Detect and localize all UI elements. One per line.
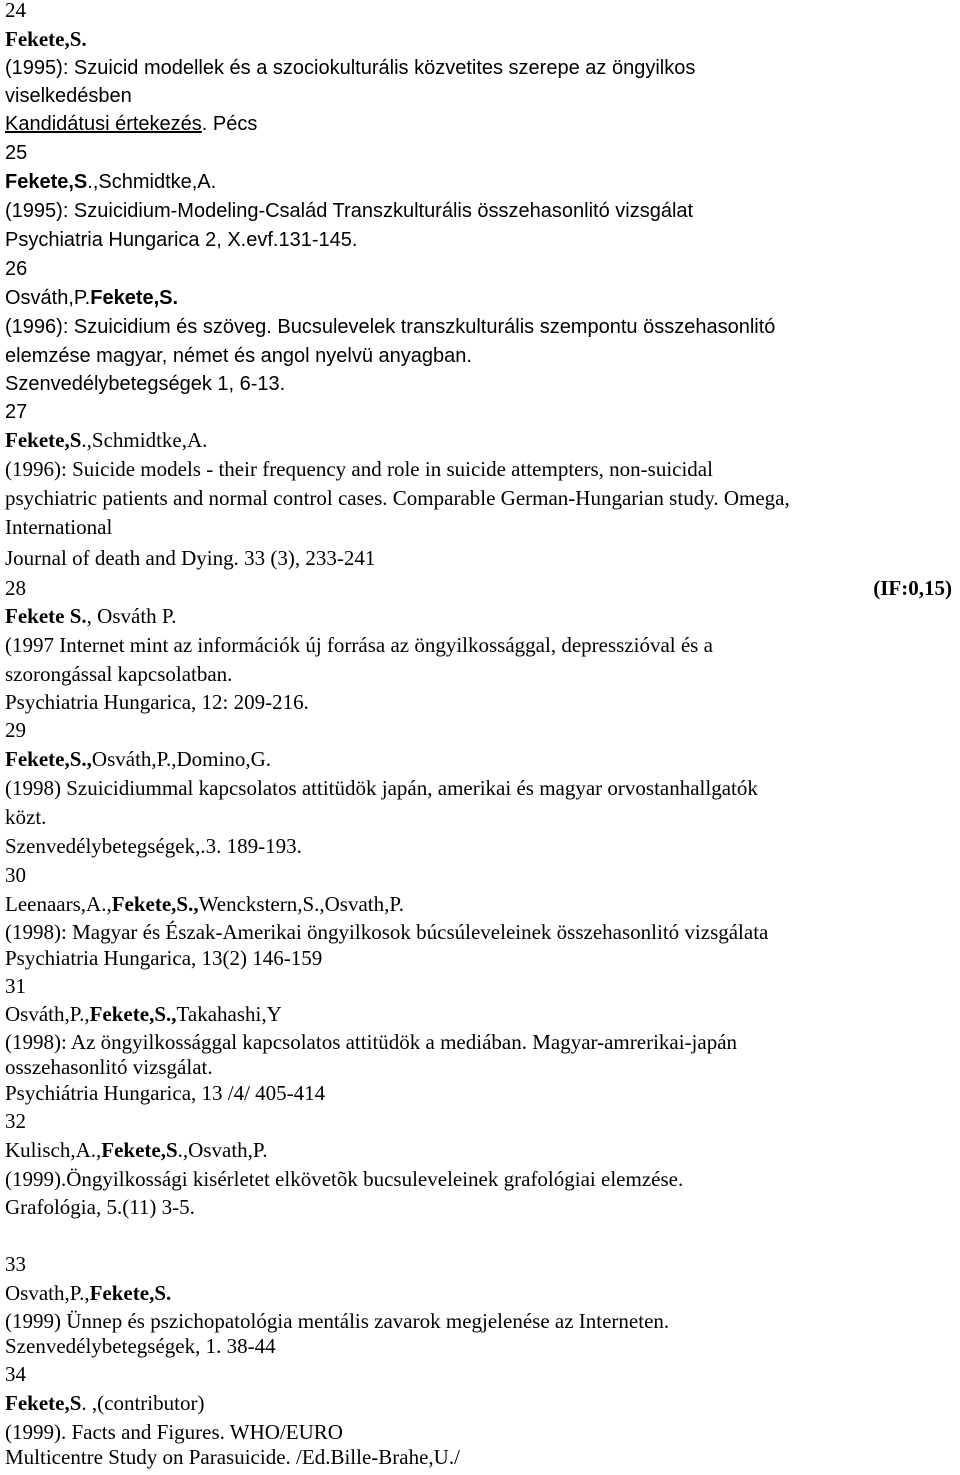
entry-text: szorongással kapcsolatban. — [5, 662, 233, 686]
entry-source-underlined: Kandidátusi értekezés — [5, 113, 202, 135]
entry-text-a: (1996): Szuicidium és szöveg. — [5, 316, 272, 338]
entry-number: 25 — [5, 142, 28, 164]
entry-text-b: Bucsulevelek transzkulturális szempontu összehasonlitó — [271, 316, 776, 338]
entry-text: Grafológia, 5.(11) 3-5. — [5, 1195, 195, 1219]
entry-text: (1996): Suicide models - their frequency and role in suicide attempters, non-suicidal — [5, 457, 713, 481]
author-rest: .,Schmidtke,A. — [87, 171, 217, 193]
entry-number: 32 — [5, 1109, 26, 1133]
entry-authors — [5, 894, 404, 915]
entry-authors — [5, 1393, 204, 1414]
entry-number: 29 — [5, 718, 26, 742]
author-bold: Fekete,S., — [111, 892, 199, 916]
entry-text: Multicentre Study on Parasuicide. /Ed.Bille-Brahe,U./ — [5, 1445, 460, 1469]
entry-text: (1997 Internet mint az információk új forrása az öngyilkossággal, depresszióval és a — [5, 633, 713, 657]
author-bold: Fekete,S., — [89, 1002, 177, 1026]
entry-source-rest: . Pécs — [201, 113, 258, 135]
entry-text: Psychiátria Hungarica, 13 /4/ 405-414 — [5, 1081, 326, 1105]
entry-authors — [5, 172, 216, 192]
entry-authors — [5, 1140, 268, 1161]
entry-text: International — [5, 515, 113, 539]
entry-text: (1999). Facts and Figures. WHO/EURO — [5, 1420, 343, 1444]
entry-authors — [5, 288, 178, 308]
entry-number: 34 — [5, 1362, 26, 1386]
author-bold: Fekete,S. — [90, 287, 179, 309]
entry-text: viselkedésben — [5, 85, 132, 107]
author-rest: . ,(contributor) — [81, 1391, 205, 1415]
entry-authors: Fekete,S. — [5, 27, 87, 51]
entry-text: (1999).Öngyilkossági kisérletet elkövetõk bucsuleveleinek grafológiai elemzése. — [5, 1167, 684, 1191]
entry-number: 33 — [5, 1252, 26, 1276]
author-rest: .,Osvath,P. — [177, 1138, 268, 1162]
entry-text: Psychiatria Hungarica, 13(2) 146-159 — [5, 946, 323, 970]
author-bold: Fekete,S — [5, 171, 88, 193]
entry-text — [5, 317, 775, 337]
entry-text: (1995): Szuicidium-Modeling-Család Transzkulturális összehasonlitó vizsgálat — [5, 200, 694, 222]
entry-text: (1999) Ünnep és pszichopatológia mentális zavarok megjelenése az Interneten. — [5, 1309, 670, 1333]
entry-text: psychiatric patients and normal control cases. Comparable German-Hungarian study. Omega, — [5, 486, 790, 510]
entry-authors — [5, 430, 207, 451]
entry-text: elemzése magyar, német és angol nyelvü anyagban. — [5, 345, 472, 367]
author-bold: Fekete,S — [101, 1138, 178, 1162]
entry-text: (1998): Magyar és Észak-Amerikai öngyilkosok búcsúleveleinek összehasonlitó vizsgálata — [5, 920, 769, 944]
entry-number: 28 — [5, 576, 26, 600]
entry-authors — [5, 749, 271, 770]
author-rest: Osváth,P.,Domino,G. — [91, 747, 272, 771]
author-bold: Fekete,S — [5, 1391, 82, 1415]
author-plain: Leenaars,A., — [5, 892, 112, 916]
impact-factor: (IF:0,15) — [873, 576, 952, 600]
author-bold: Fekete,S., — [5, 747, 92, 771]
entry-number: 24 — [5, 0, 26, 22]
author-plain: Osvath,P., — [5, 1281, 90, 1305]
author-plain: Osváth,P. — [5, 287, 91, 309]
entry-text: közt. — [5, 805, 47, 829]
entry-text: Szenvedélybetegségek, 1. 38-44 — [5, 1334, 276, 1358]
author-rest: .,Schmidtke,A. — [81, 428, 208, 452]
author-bold: Fekete,S. — [89, 1281, 172, 1305]
author-plain: Osváth,P., — [5, 1002, 90, 1026]
entry-text: (1995): Szuicid modellek és a szociokulturális közvetites szerepe az öngyilkos — [5, 57, 696, 79]
entry-number: 30 — [5, 863, 26, 887]
author-rest: , Osváth P. — [86, 604, 177, 628]
entry-authors — [5, 606, 177, 627]
entry-authors — [5, 1283, 171, 1304]
entry-text: osszehasonlitó vizsgálat. — [5, 1055, 213, 1079]
entry-text: Psychiatria Hungarica 2, X.evf.131-145. — [5, 229, 358, 251]
author-rest: Takahashi,Y — [176, 1002, 282, 1026]
entry-text: Szenvedélybetegségek,.3. 189-193. — [5, 834, 302, 858]
author-rest: Wenckstern,S.,Osvath,P. — [198, 892, 404, 916]
entry-text: (1998) Szuicidiummal kapcsolatos attitüdök japán, amerikai és magyar orvostanhallgatók — [5, 776, 758, 800]
entry-authors — [5, 1004, 282, 1025]
author-bold: Fekete S. — [5, 604, 87, 628]
entry-number: 31 — [5, 974, 26, 998]
entry-text: Psychiatria Hungarica, 12: 209-216. — [5, 690, 309, 714]
entry-source — [5, 114, 257, 134]
entry-number: 26 — [5, 258, 28, 280]
author-bold: Fekete,S — [5, 428, 82, 452]
entry-text: Szenvedélybetegségek 1, 6-13. — [5, 373, 286, 395]
entry-number: 27 — [5, 401, 28, 423]
entry-text: Journal of death and Dying. 33 (3), 233-241 — [5, 546, 376, 570]
entry-text: (1998): Az öngyilkossággal kapcsolatos attitüdök a mediában. Magyar-amrerikai-japán — [5, 1030, 738, 1054]
author-plain: Kulisch,A., — [5, 1138, 102, 1162]
